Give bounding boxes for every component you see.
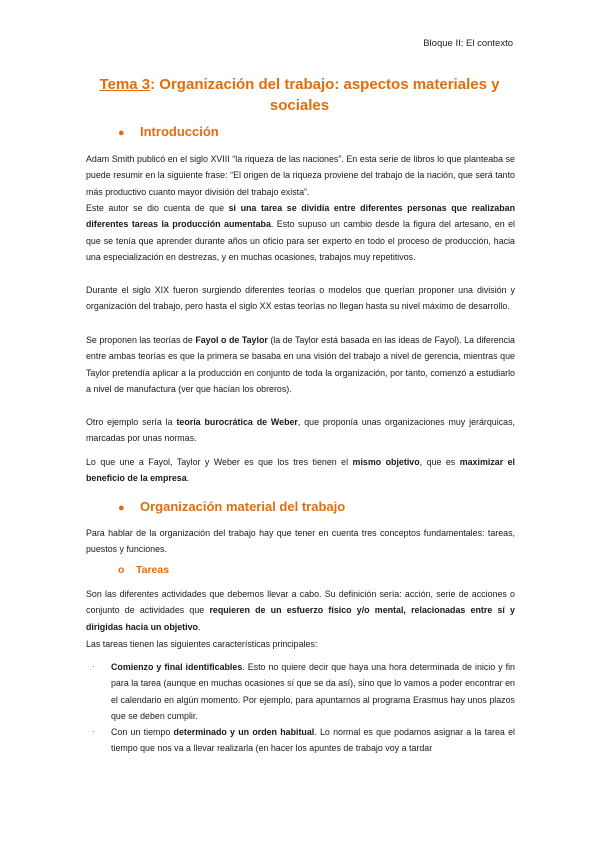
title-text: : Organización del trabajo: aspectos materiales y sociales	[150, 76, 500, 114]
section-heading-text: Introducción	[140, 124, 219, 139]
bold-run: Comienzo y final identificables	[111, 662, 243, 672]
paragraph-caracteristicas: Las tareas tienen las siguientes características principales:	[86, 639, 318, 649]
text-run: , que es	[419, 457, 460, 467]
text-run: Este autor se dio cuenta de que	[86, 203, 229, 213]
subsection-heading-tareas	[118, 563, 169, 577]
text-run: Otro ejemplo sería la	[86, 417, 177, 427]
section-heading-text: Organización material del trabajo	[140, 499, 346, 514]
section-heading-intro	[118, 124, 219, 141]
bold-run: determinado y un orden habitual	[173, 727, 315, 737]
text-run: Con un tiempo	[111, 727, 174, 737]
list-item-text	[111, 659, 515, 724]
bold-run: teoría burocrática de Weber	[176, 417, 298, 427]
paragraph-tareas-definicion	[86, 586, 515, 635]
text-run: .	[197, 621, 201, 632]
text-run: . Esto supuso un cambio desde la figura del artesano, en el que se tenía que aprender durante años un oficio para ser experto en todo el proceso de producción, hacia una especialización en destrezas, y en muchas ocasiones, trabajos muy repetitivos.	[86, 219, 515, 262]
page-title	[86, 74, 513, 116]
paragraph-weber	[86, 414, 515, 447]
bullet-icon: ●	[118, 502, 125, 514]
paragraph-objetivo	[86, 454, 515, 487]
bullet-icon: ●	[118, 127, 125, 139]
text-run: , que proponía unas organizaciones muy jerárquicas, marcadas por unas normas.	[86, 417, 515, 444]
text-run: Son las diferentes actividades que debemos llevar a cabo. Su definición sería: acción, serie de acciones o conjunto de actividades que	[86, 589, 515, 616]
bold-run: requieren de un esfuerzo físico y/o mental, relacionadas entre sí y dirigidas hacia un objetivo	[86, 605, 515, 632]
text-run: Se proponen las teorías de	[86, 335, 196, 345]
paragraph-conceptos: Para hablar de la organización del trabajo hay que tener en cuenta tres conceptos fundamentales: tareas, puestos y funciones.	[86, 528, 515, 555]
running-header: Bloque II: El contexto	[423, 38, 513, 49]
text-run: (la de Taylor está basada en las ideas de Fayol). La diferencia entre ambas teorías es que la primera se basaba en una visión del trabajo a nivel de gerencia, mientras que Taylor pretendía aplicar a la producción en conjunto de toda la organización, por tanto, comenzó a estudiarlo a nivel de manufactura (ver que hacían los obreros).	[86, 335, 515, 394]
bold-run: Fayol o de Taylor	[195, 335, 268, 345]
paragraph-fayol-taylor	[86, 332, 515, 397]
list-item-text	[111, 724, 515, 757]
text-run: . Esto no quiere decir que haya una hora determinada de inicio y fin para la tarea (aunque en muchas ocasiones sí que se da así), sino que lo vamos a poder encontrar en el calendario en algún momento. Por ejemplo, para apuntarnos al programa Erasmus hay unos plazos que se deben cumplir.	[111, 662, 515, 721]
list-bullet-icon: ·	[92, 727, 95, 736]
list-bullet-icon: ·	[92, 662, 95, 671]
text-run: .	[186, 473, 190, 484]
paragraph-siglo-xix: Durante el siglo XIX fueron surgiendo diferentes teorías o modelos que querían proponer una división y organización del trabajo, pero hasta el siglo XX estas teorías no llegan hasta su nivel máximo de desarrollo.	[86, 285, 515, 312]
text-run: . Lo normal es que podamos asignar a la tarea el tiempo que nos va a llevar realizarla (en hacer los apuntes de trabajo voy a tardar	[111, 727, 515, 754]
bold-run: maximizar el beneficio de la empresa	[86, 457, 516, 484]
subsection-heading-text: Tareas	[136, 564, 170, 576]
bold-run: mismo objetivo	[352, 457, 420, 467]
circle-bullet-icon: o	[118, 564, 125, 576]
title-topic-number: Tema 3	[99, 76, 151, 93]
paragraph-division	[86, 200, 515, 265]
text-run: Lo que une a Fayol, Taylor y Weber es que los tres tienen el	[86, 457, 353, 467]
section-heading-org-material	[118, 499, 345, 516]
paragraph-adam-smith: Adam Smith publicó en el siglo XVIII “la riqueza de las naciones”. En esta serie de libros lo que planteaba se puede resumir en la siguiente frase: “El origen de la riqueza proviene del trabajo de la nación, que será tanto más productivo cuanto mayor división del trabajo exista”.	[86, 154, 515, 197]
bold-run: si una tarea se dividía entre diferentes personas que realizaban diferentes tareas la producción aumentaba	[86, 203, 515, 230]
